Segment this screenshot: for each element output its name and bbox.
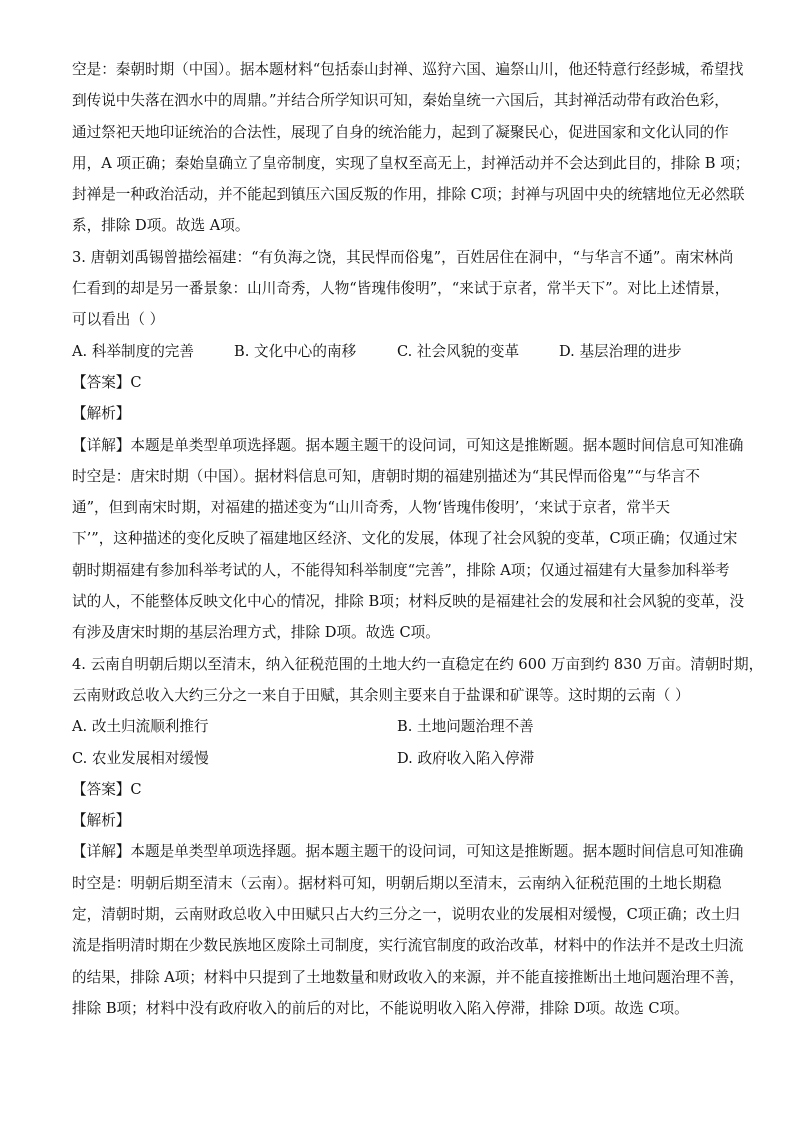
question-3	[72, 242, 745, 649]
text-line: 的结果，排除 A项；材料中只提到了土地数量和财政收入的来源，并不能直接推断出土地问题治理不善，	[72, 968, 744, 986]
answer-label: 【答案】C	[72, 373, 142, 391]
question-options	[72, 336, 722, 367]
text-line: 时空是：唐宋时期（中国）。据材料信息可知，唐朝时期的福建别描述为“其民悍而俗鬼”“与华言不	[72, 467, 701, 485]
text-line: 云南财政总收入大约三分之一来自于田赋，其余则主要来自于盐课和矿课等。这时期的云南（ ）	[72, 686, 690, 704]
text-line: 时空是：明朝后期至清末（云南）。据材料可知，明朝后期以至清末，云南纳入征税范围的土地长期稳	[72, 874, 722, 892]
option-c: C. 农业发展相对缓慢	[72, 749, 209, 767]
previous-answer-continuation	[72, 54, 750, 242]
text-line: 下’”，这种描述的变化反映了福建地区经济、文化的发展，体现了社会风貌的变革，C项正确；仅通过宋	[72, 530, 738, 548]
text-line: 用，A 项正确；秦始皇确立了皇帝制度，实现了皇权至高无上，封禅活动并不会达到此目的，排除 B 项；	[72, 154, 750, 172]
document-page	[72, 54, 764, 1024]
answer-label: 【答案】C	[72, 780, 142, 798]
text-line: 【详解】本题是单类型单项选择题。据本题主题干的设问词，可知这是推断题。据本题时间信息可知准确	[72, 436, 744, 454]
option-c: C. 社会风貌的变革	[397, 342, 520, 360]
text-line: 3. 唐朝刘禹锡曾描绘福建：“有负海之饶，其民悍而俗鬼”，百姓居住在洞中，“与华言不通”。南宋林尚	[72, 248, 734, 266]
text-line: 到传说中失落在泗水中的周鼎。”并结合所学知识可知，秦始皇统一六国后，其封禅活动带有政治色彩，	[72, 92, 729, 110]
question-options	[72, 711, 722, 774]
option-a: A. 改土归流顺利推行	[72, 718, 209, 736]
text-line: 朝时期福建有参加科举考试的人，不能得知科举制度“完善”，排除 A项；仅通过福建有大量参加科举考	[72, 561, 730, 579]
text-line: 流是指明清时期在少数民族地区废除土司制度，实行流官制度的政治改革，材料中的作法并不是改土归流	[72, 937, 744, 955]
option-b: B. 土地问题治理不善	[397, 718, 534, 736]
question-4	[72, 649, 764, 1025]
text-line: 排除 B项；材料中没有政府收入的前后的对比，不能说明收入陷入停滞，排除 D项。故选 C项。	[72, 999, 689, 1017]
text-line: 定，清朝时期，云南财政总收入中田赋只占大约三分之一，说明农业的发展相对缓慢，C项正确；改土归	[72, 906, 740, 924]
option-d: D. 基层治理的进步	[559, 342, 682, 360]
text-line: 有涉及唐宋时期的基层治理方式，排除 D项。故选 C项。	[72, 624, 440, 642]
text-line: 系，排除 D项。故选 A项。	[72, 217, 250, 235]
option-a: A. 科举制度的完善	[72, 342, 194, 360]
text-line: 【详解】本题是单类型单项选择题。据本题主题干的设问词，可知这是推断题。据本题时间信息可知准确	[72, 843, 744, 861]
option-d: D. 政府收入陷入停滞	[397, 749, 535, 767]
option-b: B. 文化中心的南移	[234, 342, 357, 360]
analysis-label: 【解析】	[72, 812, 131, 830]
text-line: 可以看出（ ）	[72, 311, 165, 329]
text-line: 通”，但到南宋时期，对福建的描述变为“山川奇秀，人物‘皆瑰伟俊明’，‘来试于京者，常半天	[72, 499, 670, 517]
text-line: 试的人，不能整体反映文化中心的情况，排除 B项；材料反映的是福建社会的发展和社会风貌的变革，没	[72, 593, 745, 611]
text-line: 通过祭祀天地印证统治的合法性，展现了自身的统治能力，起到了凝聚民心，促进国家和文化认同的作	[72, 123, 729, 141]
text-line: 空是：秦朝时期（中国）。据本题材料“包括泰山封禅、巡狩六国、遍祭山川，他还特意行经彭城，希望找	[72, 61, 744, 78]
question-stem	[72, 649, 764, 712]
text-line: 仁看到的却是另一番景象：山川奇秀，人物“皆瑰伟俊明”，“来试于京者，常半天下”。对比上述情景，	[72, 280, 730, 298]
question-stem	[72, 242, 734, 336]
text-line: 封禅是一种政治活动，并不能起到镇压六国反叛的作用，排除 C项；封禅与巩固中央的统辖地位无必然联	[72, 186, 745, 204]
detailed-explanation	[72, 836, 744, 1024]
analysis-label: 【解析】	[72, 405, 131, 423]
text-line: 4. 云南自明朝后期以至清末，纳入征税范围的土地大约一直稳定在约 600 万亩到约 830 万亩。清朝时期，	[72, 655, 764, 673]
detailed-explanation	[72, 430, 745, 649]
